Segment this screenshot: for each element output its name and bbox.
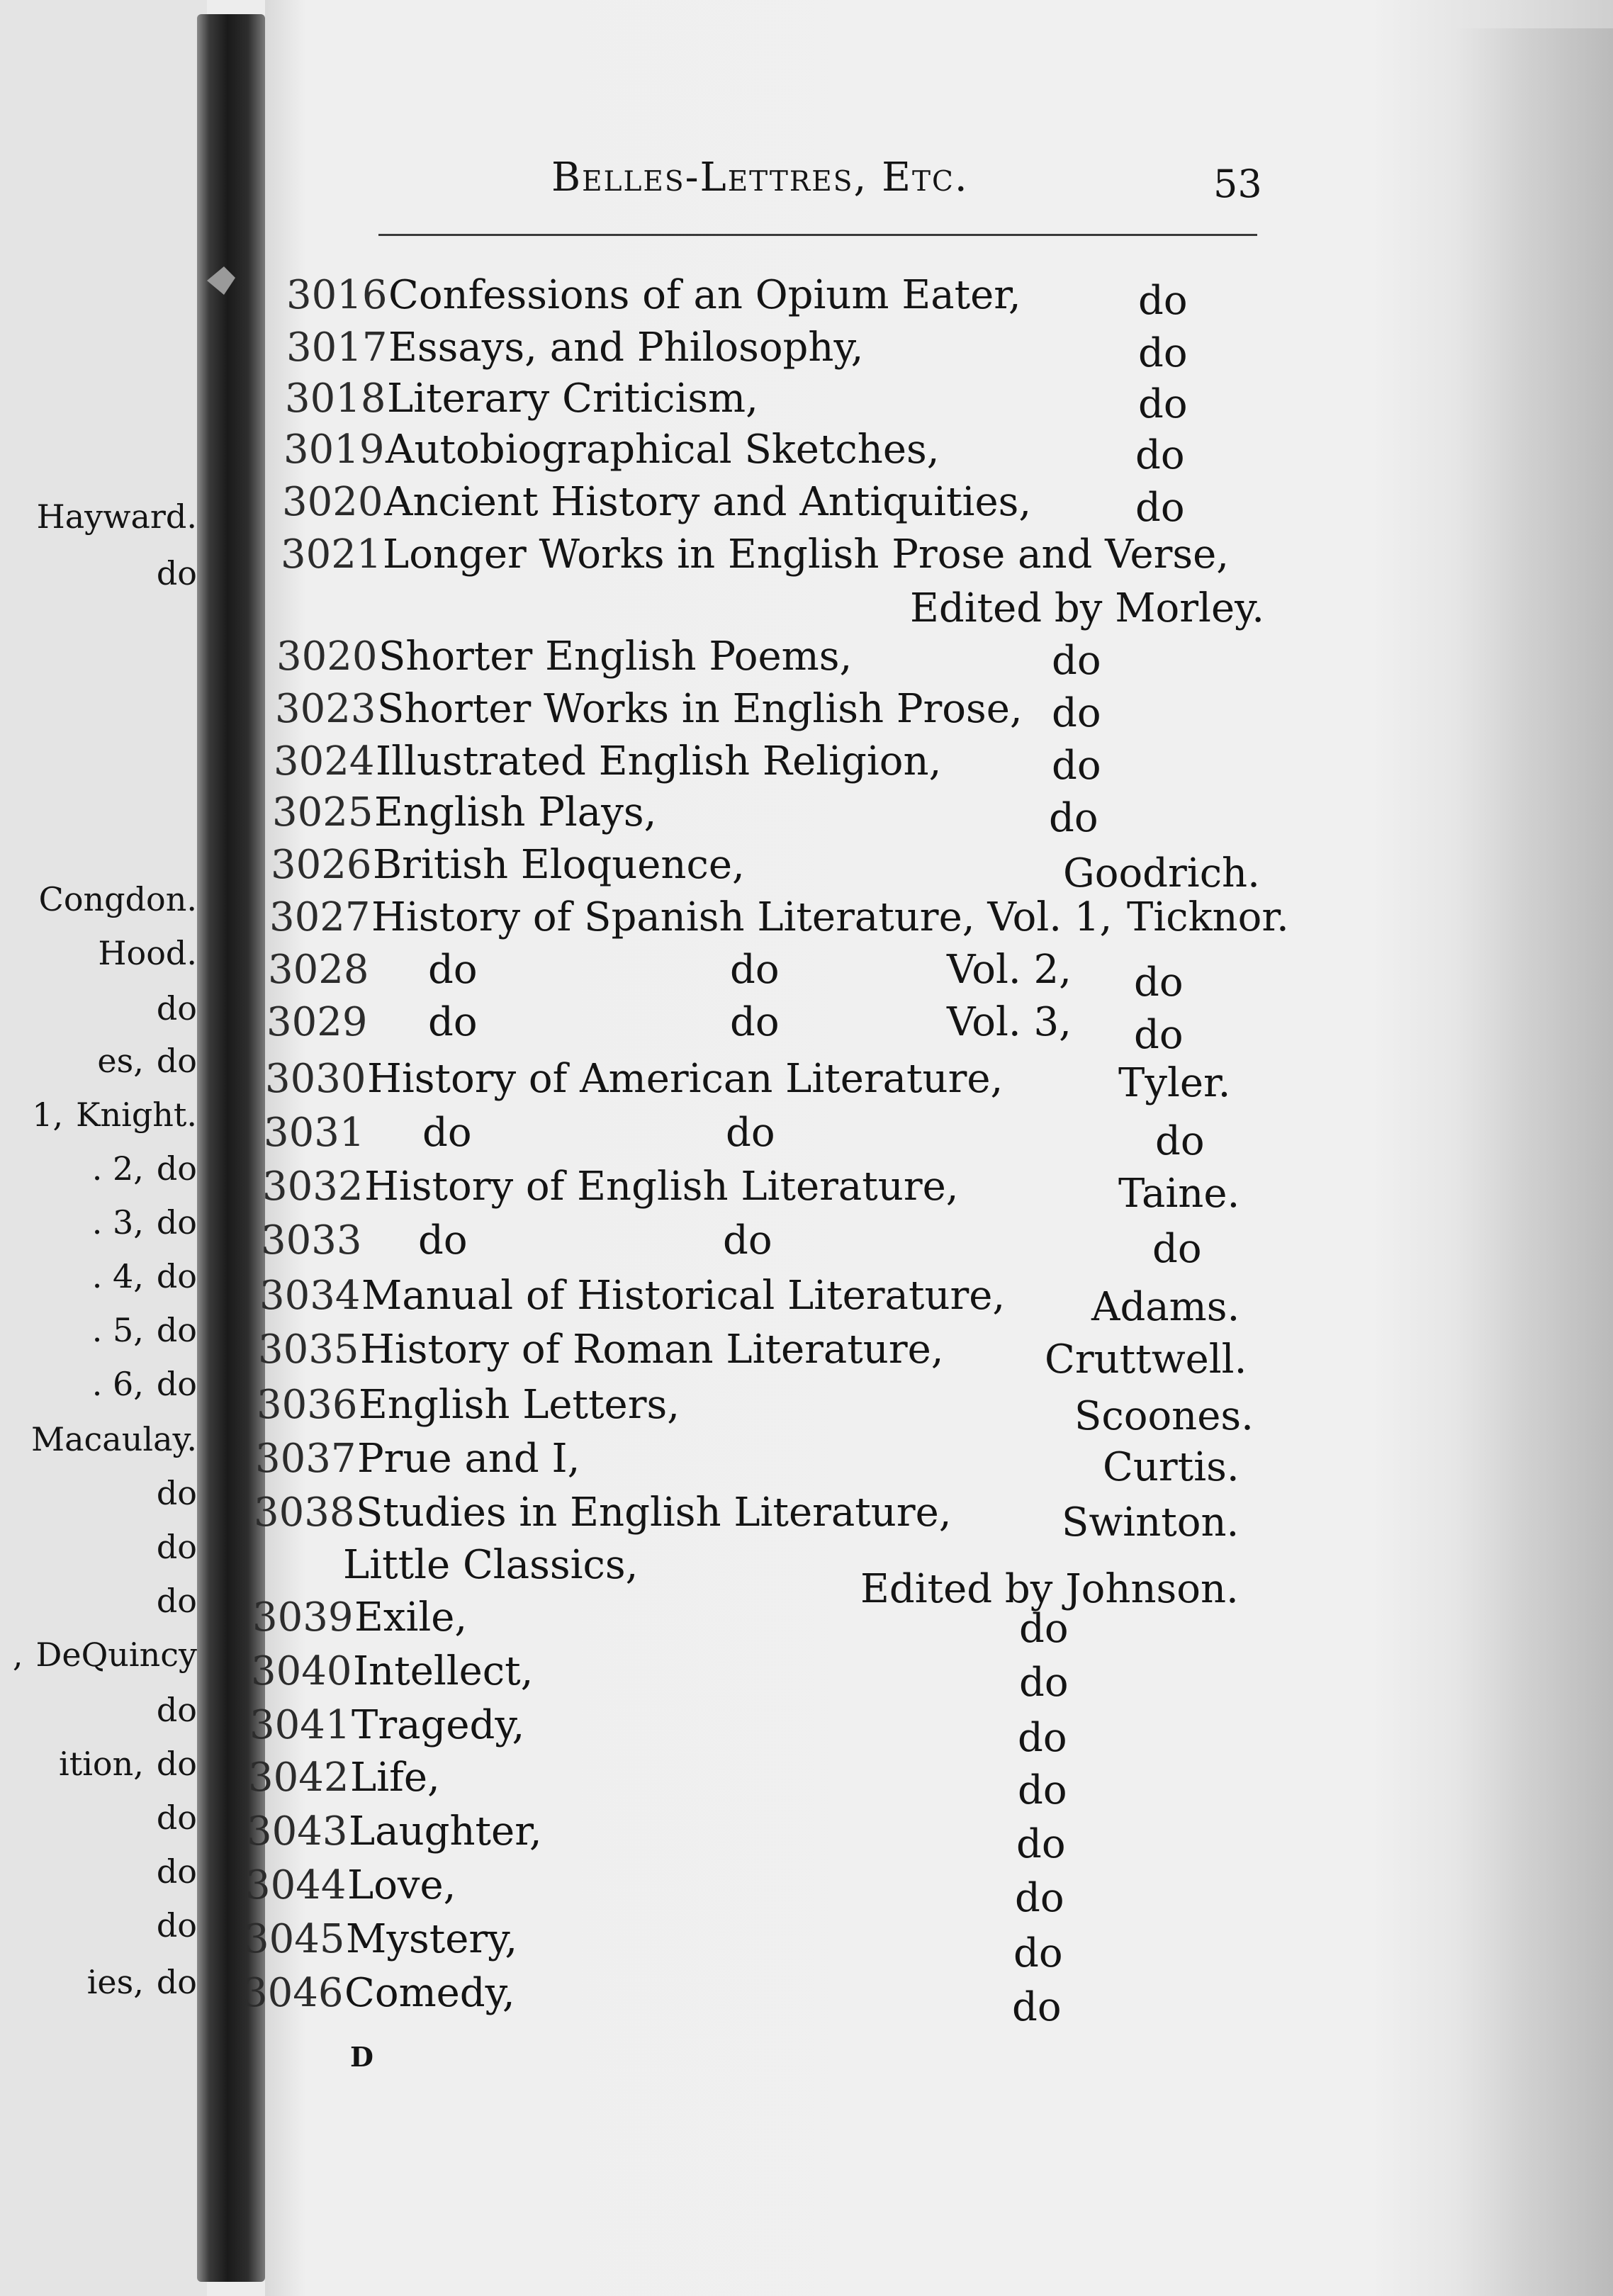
entry-number: 3036 <box>257 1382 358 1428</box>
left-page-author: do <box>156 1311 197 1349</box>
entry-number: 3024 <box>274 738 375 784</box>
left-page-fragment: . 3, <box>91 1203 144 1242</box>
entry-title: Confessions of an Opium Eater, <box>388 272 1021 318</box>
left-page-fragment: ies, <box>86 1963 144 2001</box>
edited-by-morley: Edited by Morley. <box>910 585 1265 631</box>
entry-title: History of English Literature, <box>364 1164 959 1210</box>
entry-author: do <box>1019 1606 1069 1652</box>
page-edge-shadow <box>1453 28 1613 2296</box>
left-page-author: Hood. <box>98 934 197 972</box>
left-page-author: do <box>156 1745 197 1783</box>
entry-number: 3040 <box>251 1648 352 1694</box>
entry-title: Illustrated English Religion, <box>376 738 942 784</box>
left-page-author: do <box>156 1963 197 2001</box>
entry-title: Autobiographical Sketches, <box>386 427 940 473</box>
left-page-line <box>0 1311 197 1349</box>
header-rule <box>378 234 1257 236</box>
left-page-line <box>0 934 197 972</box>
entry-author: Cruttwell. <box>1045 1336 1247 1383</box>
entry-title: Studies in English Literature, <box>356 1490 952 1536</box>
entry-author: Goodrich. <box>1063 850 1260 896</box>
entry-number: 3046 <box>242 1970 344 2016</box>
entry-number: 3039 <box>252 1594 354 1641</box>
entry-author: Adams. <box>1091 1284 1240 1330</box>
entry-title: Ancient History and Antiquities, <box>384 479 1032 525</box>
left-page-line <box>0 1963 197 2001</box>
left-page-line <box>0 1745 197 1783</box>
left-page-author: DeQuincy <box>35 1636 197 1674</box>
entry-title: Essays, and Philosophy, <box>388 325 864 371</box>
left-page-line <box>0 1257 197 1295</box>
entry-number: 3020 <box>276 634 378 680</box>
entry-number: 3044 <box>245 1862 347 1908</box>
entry-title: Longer Works in English Prose and Verse, <box>383 531 1230 578</box>
entry-title: Tragedy, <box>352 1702 525 1748</box>
entry-title: Manual of Historical Literature, <box>361 1273 1006 1319</box>
running-head: Belles-Lettres, Etc. <box>551 154 969 201</box>
left-page-line <box>0 1474 197 1512</box>
entry-number: 3021 <box>281 531 382 578</box>
entry-number: 3017 <box>286 325 388 371</box>
entry-number: 3042 <box>248 1755 349 1801</box>
entry-title: Comedy, <box>344 1970 515 2016</box>
ditto-mark: do <box>422 1110 472 1156</box>
left-page-author: Congdon. <box>38 880 197 918</box>
entry-author: do <box>1138 330 1188 376</box>
entry-number: 3038 <box>254 1490 355 1536</box>
entry-title: Laughter, <box>349 1808 542 1855</box>
entry-number: 3033 <box>261 1217 362 1264</box>
left-page-author: do <box>156 554 197 592</box>
left-page-line <box>0 1852 197 1891</box>
entry-title: Love, <box>347 1862 456 1908</box>
entry-title: Literary Criticism, <box>387 376 758 422</box>
ditto-mark: do <box>428 947 478 993</box>
entry-author: do <box>1049 795 1098 841</box>
entry-author: Tyler. <box>1118 1060 1231 1106</box>
entry-author: do <box>1152 1226 1202 1272</box>
entry-number: 3029 <box>266 999 368 1045</box>
entry-author: do <box>1135 432 1185 478</box>
entry-number: 3043 <box>247 1808 348 1855</box>
entry-title: British Eloquence, <box>373 842 745 888</box>
ditto-mark: do <box>726 1110 775 1156</box>
entry-number: 3028 <box>268 947 369 993</box>
ditto-mark: do <box>418 1217 468 1264</box>
entry-title: Mystery, <box>346 1916 518 1962</box>
entry-author: Swinton. <box>1062 1499 1240 1546</box>
left-page-author: do <box>156 1203 197 1242</box>
left-page-line <box>0 1582 197 1620</box>
left-page-line <box>0 1528 197 1566</box>
left-page-line <box>0 497 197 536</box>
entry-title: Exile, <box>354 1594 468 1641</box>
entry-title: History of Roman Literature, <box>360 1327 944 1373</box>
left-page-author: Knight. <box>76 1096 197 1134</box>
left-page-line <box>0 1420 197 1458</box>
entry-number: 3020 <box>282 479 383 525</box>
entry-number: 3034 <box>259 1273 361 1319</box>
left-page-fragment: . 2, <box>91 1149 144 1188</box>
entry-number: 3045 <box>244 1916 345 1962</box>
left-page-author: do <box>156 1582 197 1620</box>
entry-author: do <box>1052 743 1101 789</box>
left-page-fragment: es, <box>97 1042 144 1080</box>
entry-title: History of Spanish Literature, Vol. 1, <box>371 894 1113 940</box>
entry-title: History of American Literature, <box>367 1056 1004 1102</box>
ditto-mark: do <box>730 947 780 993</box>
entry-author: do <box>1015 1875 1064 1921</box>
entry-title: English Plays, <box>374 789 657 835</box>
entry-title: Life, <box>350 1755 440 1801</box>
left-page-author: Hayward. <box>36 497 197 536</box>
left-page-author: Macaulay. <box>31 1420 197 1458</box>
left-page-line <box>0 1799 197 1837</box>
left-page-line <box>0 1042 197 1080</box>
entry-author: do <box>1135 485 1185 531</box>
entry-author: Taine. <box>1118 1171 1240 1217</box>
entry-number: 3035 <box>258 1327 359 1373</box>
entry-title: English Letters, <box>359 1382 680 1428</box>
entry-author: do <box>1155 1118 1205 1164</box>
entry-number: 3041 <box>249 1702 351 1748</box>
left-page-author: do <box>156 1365 197 1403</box>
entry-number: 3032 <box>262 1164 364 1210</box>
entry-author: do <box>1013 1930 1063 1976</box>
entry-number: 3031 <box>264 1110 365 1156</box>
left-page-fragment: . 6, <box>91 1365 144 1403</box>
entry-author: do <box>1016 1821 1066 1867</box>
left-page-author: do <box>156 1042 197 1080</box>
left-page-author: do <box>156 1528 197 1566</box>
left-page-line <box>0 1149 197 1188</box>
entry-author: do <box>1019 1660 1069 1706</box>
entry-author: do <box>1134 1012 1184 1058</box>
entry-author: do <box>1138 381 1188 427</box>
left-page <box>0 0 207 2296</box>
entry-author: do <box>1138 278 1188 324</box>
entry-number: 3019 <box>283 427 385 473</box>
left-page-line <box>0 1906 197 1945</box>
entry-number: 3025 <box>272 789 373 835</box>
entry-number: 3023 <box>275 686 376 732</box>
left-page-line <box>0 989 197 1028</box>
left-page-author: do <box>156 1799 197 1837</box>
entry-author: do <box>1134 960 1184 1006</box>
entry-title: Prue and I, <box>357 1436 580 1482</box>
entry-number: 3030 <box>265 1056 366 1102</box>
entry-author: do <box>1052 690 1101 736</box>
left-page-author: do <box>156 1257 197 1295</box>
left-page-author: do <box>156 1474 197 1512</box>
little-classics-heading: Little Classics, <box>343 1542 639 1588</box>
entry-number: 3026 <box>271 842 372 888</box>
left-page-line <box>0 1096 197 1134</box>
entry-title: Shorter English Poems, <box>378 634 853 680</box>
left-page-author: do <box>156 1852 197 1891</box>
left-page-author: do <box>156 1149 197 1188</box>
left-page-author: do <box>156 989 197 1028</box>
entry-author: do <box>1018 1715 1067 1761</box>
entry-number: 3018 <box>285 376 386 422</box>
left-page-line <box>0 1636 197 1674</box>
left-page-fragment: ition, <box>59 1745 144 1783</box>
entry-number: 3016 <box>286 272 388 318</box>
ditto-mark: do <box>723 1217 772 1264</box>
entry-author: do <box>1052 638 1101 684</box>
left-page-line <box>0 554 197 592</box>
left-page-line <box>0 880 197 918</box>
entry-number: 3027 <box>269 894 371 940</box>
entry-author: do <box>1012 1984 1062 2030</box>
left-page-fragment: , <box>12 1636 23 1674</box>
entry-author: Scoones. <box>1074 1393 1254 1439</box>
left-page-line <box>0 1365 197 1403</box>
left-page-line <box>0 1203 197 1242</box>
entry-title: Intellect, <box>353 1648 534 1694</box>
entry-author: do <box>1018 1767 1067 1813</box>
entry-volume: Vol. 3, <box>947 999 1072 1045</box>
entry-number: 3037 <box>255 1436 356 1482</box>
left-page-author: do <box>156 1691 197 1729</box>
left-page-author: do <box>156 1906 197 1945</box>
entry-title: Shorter Works in English Prose, <box>377 686 1023 732</box>
left-page-fragment: . 4, <box>91 1257 144 1295</box>
entry-author: Ticknor. <box>1127 894 1289 940</box>
ditto-mark: do <box>730 999 780 1045</box>
page-number: 53 <box>1213 162 1262 206</box>
left-page-fragment: 1, <box>32 1096 64 1134</box>
left-page-fragment: . 5, <box>91 1311 144 1349</box>
ditto-mark: do <box>428 999 478 1045</box>
edited-by-johnson: Edited by Johnson. <box>860 1566 1239 1612</box>
entry-volume: Vol. 2, <box>947 947 1072 993</box>
signature-mark: D <box>350 2041 373 2073</box>
left-page-line <box>0 1691 197 1729</box>
entry-author: Curtis. <box>1103 1444 1240 1490</box>
